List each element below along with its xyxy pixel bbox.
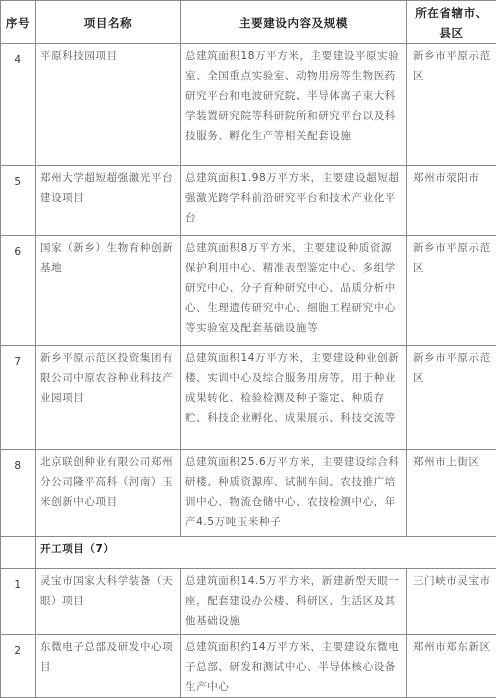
section-row bbox=[1, 537, 496, 569]
row-content: 总建筑面积18万平方米，主要建设平原实验室、全国重点实验室、动物用房等生物医药研究平台和电波研究院、半导体离子束大科学装置研究院等科研院所和研究平台以及科技服务、孵化生产等相关配套设施 bbox=[181, 44, 407, 166]
row-location: 郑州市荥阳市 bbox=[407, 166, 496, 236]
row-content: 总建筑面积8万平方米，主要建设种质资源保护利用中心、精准表型鉴定中心、多组学研究中心、分子育种研究中心、品质分析中心、生理遗传研究中心、细胞工程研究中心等实验室及配套基础设施等 bbox=[181, 236, 407, 346]
row-content: 总建筑面积25.6万平方米，主要建设综合科研楼、种质资源库、试制车间、农技推广培训中心、物流仓储中心、农技检测中心，年产4.5万吨玉米种子 bbox=[181, 450, 407, 537]
row-name: 郑州大学超短超强激光平台建设项目 bbox=[36, 166, 181, 236]
table-row bbox=[1, 166, 496, 236]
row-location: 新乡市平原示范区 bbox=[407, 236, 496, 346]
row-name: 东微电子总部及研发中心项目 bbox=[36, 635, 181, 698]
section-seq-cell bbox=[1, 537, 36, 569]
row-name: 平原科技园项目 bbox=[36, 44, 181, 166]
row-seq: 4 bbox=[1, 44, 36, 166]
row-content: 总建筑面积约14万平方米，主要建设东微电子总部、研发和测试中心、半导体核心设备生产中心 bbox=[181, 635, 407, 698]
row-content: 总建筑面积1.98万平方米，主要建设超短超强激光跨学科前沿研究平台和技术产业化平台 bbox=[181, 166, 407, 236]
row-name: 北京联创种业有限公司郑州分公司隆平高科（河南）玉米创新中心项目 bbox=[36, 450, 181, 537]
table-row bbox=[1, 346, 496, 450]
row-location: 三门峡市灵宝市 bbox=[407, 569, 496, 635]
table-row bbox=[1, 635, 496, 698]
header-location: 所在省辖市、县区 bbox=[407, 1, 496, 44]
row-name: 灵宝市国家大科学装备（天眼）项目 bbox=[36, 569, 181, 635]
table-row bbox=[1, 569, 496, 635]
header-seq: 序号 bbox=[1, 1, 36, 44]
row-name: 国家（新乡）生物育种创新基地 bbox=[36, 236, 181, 346]
header-name: 项目名称 bbox=[36, 1, 181, 44]
row-name: 新乡平原示范区投资集团有限公司中原农谷种业科技产业园项目 bbox=[36, 346, 181, 450]
row-seq: 6 bbox=[1, 236, 36, 346]
row-location: 郑州市郑东新区 bbox=[407, 635, 496, 698]
row-seq: 1 bbox=[1, 569, 36, 635]
row-location: 郑州市上街区 bbox=[407, 450, 496, 537]
row-content: 总建筑面积14万平方米，主要建设种业创新楼、实训中心及综合服务用房等，用于种业成果转化、检验检测及种子鉴定、种质存贮、科技企业孵化、成果展示、科技交流等 bbox=[181, 346, 407, 450]
row-location: 新乡市平原示范区 bbox=[407, 44, 496, 166]
row-seq: 5 bbox=[1, 166, 36, 236]
table-header-row bbox=[1, 1, 496, 44]
row-seq: 2 bbox=[1, 635, 36, 698]
header-content: 主要建设内容及规模 bbox=[181, 1, 407, 44]
table-row bbox=[1, 44, 496, 166]
row-seq: 7 bbox=[1, 346, 36, 450]
table-row bbox=[1, 236, 496, 346]
row-seq: 8 bbox=[1, 450, 36, 537]
row-location: 新乡市平原示范区 bbox=[407, 346, 496, 450]
row-content: 总建筑面积14.5万平方米，新建新型天眼一座，配套建设办公楼、科研区、生活区及其他基础设施 bbox=[181, 569, 407, 635]
table-row bbox=[1, 450, 496, 537]
section-label: 开工项目（7） bbox=[36, 537, 496, 569]
